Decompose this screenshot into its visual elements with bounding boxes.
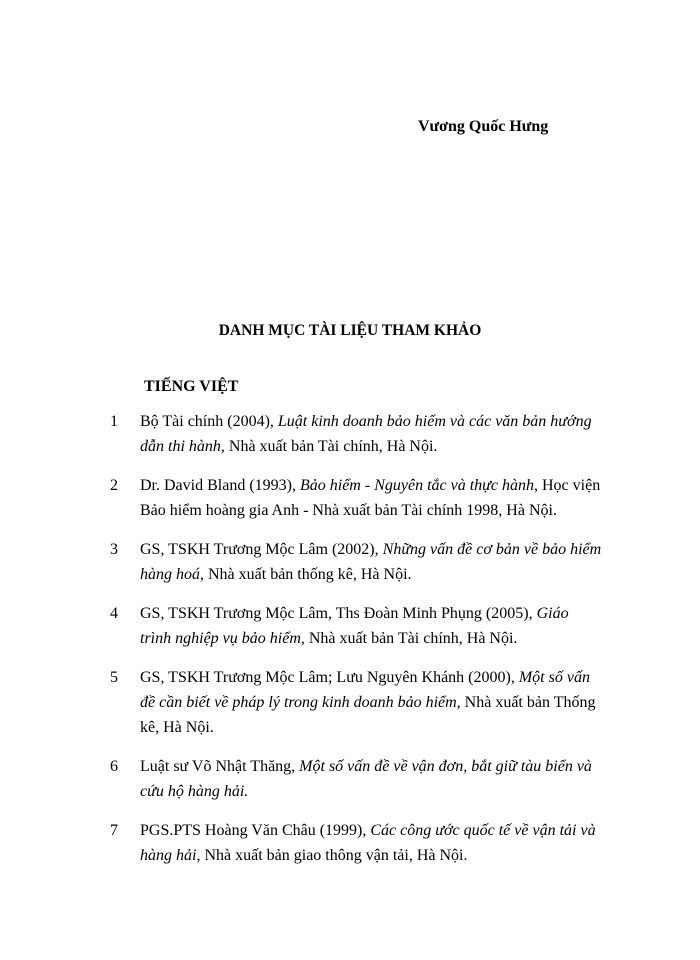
reference-number: 3 <box>110 541 118 558</box>
reference-title: Giáo trình nghiệp vụ bảo hiểm <box>140 605 569 647</box>
reference-publisher: , Nhà xuất bản Tài chính, Hà Nội. <box>300 630 518 647</box>
reference-item <box>0 754 700 804</box>
reference-publisher: , Học viện Bảo hiểm hoàng gia Anh - Nhà xuất bản Tài chính 1998, Hà Nội. <box>140 477 601 519</box>
reference-item <box>0 818 700 868</box>
reference-item <box>0 601 700 651</box>
reference-author: GS, TSKH Trương Mộc Lâm; Lưu Nguyên Khánh (2000), <box>140 669 519 686</box>
reference-title: Một số vấn đề cần biết về pháp lý trong kinh doanh bảo hiểm <box>140 669 590 711</box>
reference-author: PGS.PTS Hoàng Văn Châu (1999), <box>140 822 371 839</box>
reference-publisher: , Nhà xuất bản Tài chính, Hà Nội. <box>220 438 438 455</box>
reference-title: Các công ước quốc tế về vận tải và hàng hải <box>140 822 596 864</box>
reference-title: Những vấn đề cơ bản về bảo hiểm hàng hoá <box>140 541 602 583</box>
reference-title: Luật kinh doanh bảo hiểm và các văn bản hướng dẫn thi hành <box>140 413 592 455</box>
reference-number: 7 <box>110 822 118 839</box>
reference-number: 2 <box>110 477 118 494</box>
section-heading: TIẾNG VIỆT <box>144 378 239 395</box>
reference-item <box>0 473 700 523</box>
reference-text <box>140 601 602 651</box>
reference-item <box>0 409 700 459</box>
reference-author: Dr. David Bland (1993), <box>140 477 300 494</box>
reference-number: 6 <box>110 758 118 775</box>
reference-title: Bảo hiểm - Nguyên tắc và thực hành <box>299 477 534 494</box>
reference-text <box>140 473 602 523</box>
reference-author: GS, TSKH Trương Mộc Lâm, Ths Đoàn Minh Phụng (2005), <box>140 605 537 622</box>
reference-text <box>140 537 602 587</box>
reference-author: Luật sư Võ Nhật Thăng, <box>140 758 300 775</box>
reference-author: GS, TSKH Trương Mộc Lâm (2002), <box>140 541 383 558</box>
page-title: DANH MỤC TÀI LIỆU THAM KHẢO <box>218 322 482 339</box>
reference-publisher: , Nhà xuất bản giao thông vận tải, Hà Nội. <box>196 847 468 864</box>
author-name: Vương Quốc Hưng <box>418 118 549 135</box>
reference-number: 5 <box>110 669 118 686</box>
reference-item <box>0 665 700 740</box>
reference-text <box>140 818 602 868</box>
reference-author: Bộ Tài chính (2004), <box>140 413 278 430</box>
reference-text <box>140 754 602 804</box>
reference-list <box>0 409 700 882</box>
reference-text <box>140 665 602 740</box>
reference-title: Một số vấn đề về vận đơn, bắt giữ tàu biển và cứu hộ hàng hải. <box>140 758 592 800</box>
reference-text <box>140 409 602 459</box>
reference-item <box>0 537 700 587</box>
reference-publisher: , Nhà xuất bản Thống kê, Hà Nội. <box>140 694 596 736</box>
reference-publisher: , Nhà xuất bản thống kê, Hà Nội. <box>200 566 412 583</box>
reference-number: 1 <box>110 413 118 430</box>
reference-number: 4 <box>110 605 118 622</box>
